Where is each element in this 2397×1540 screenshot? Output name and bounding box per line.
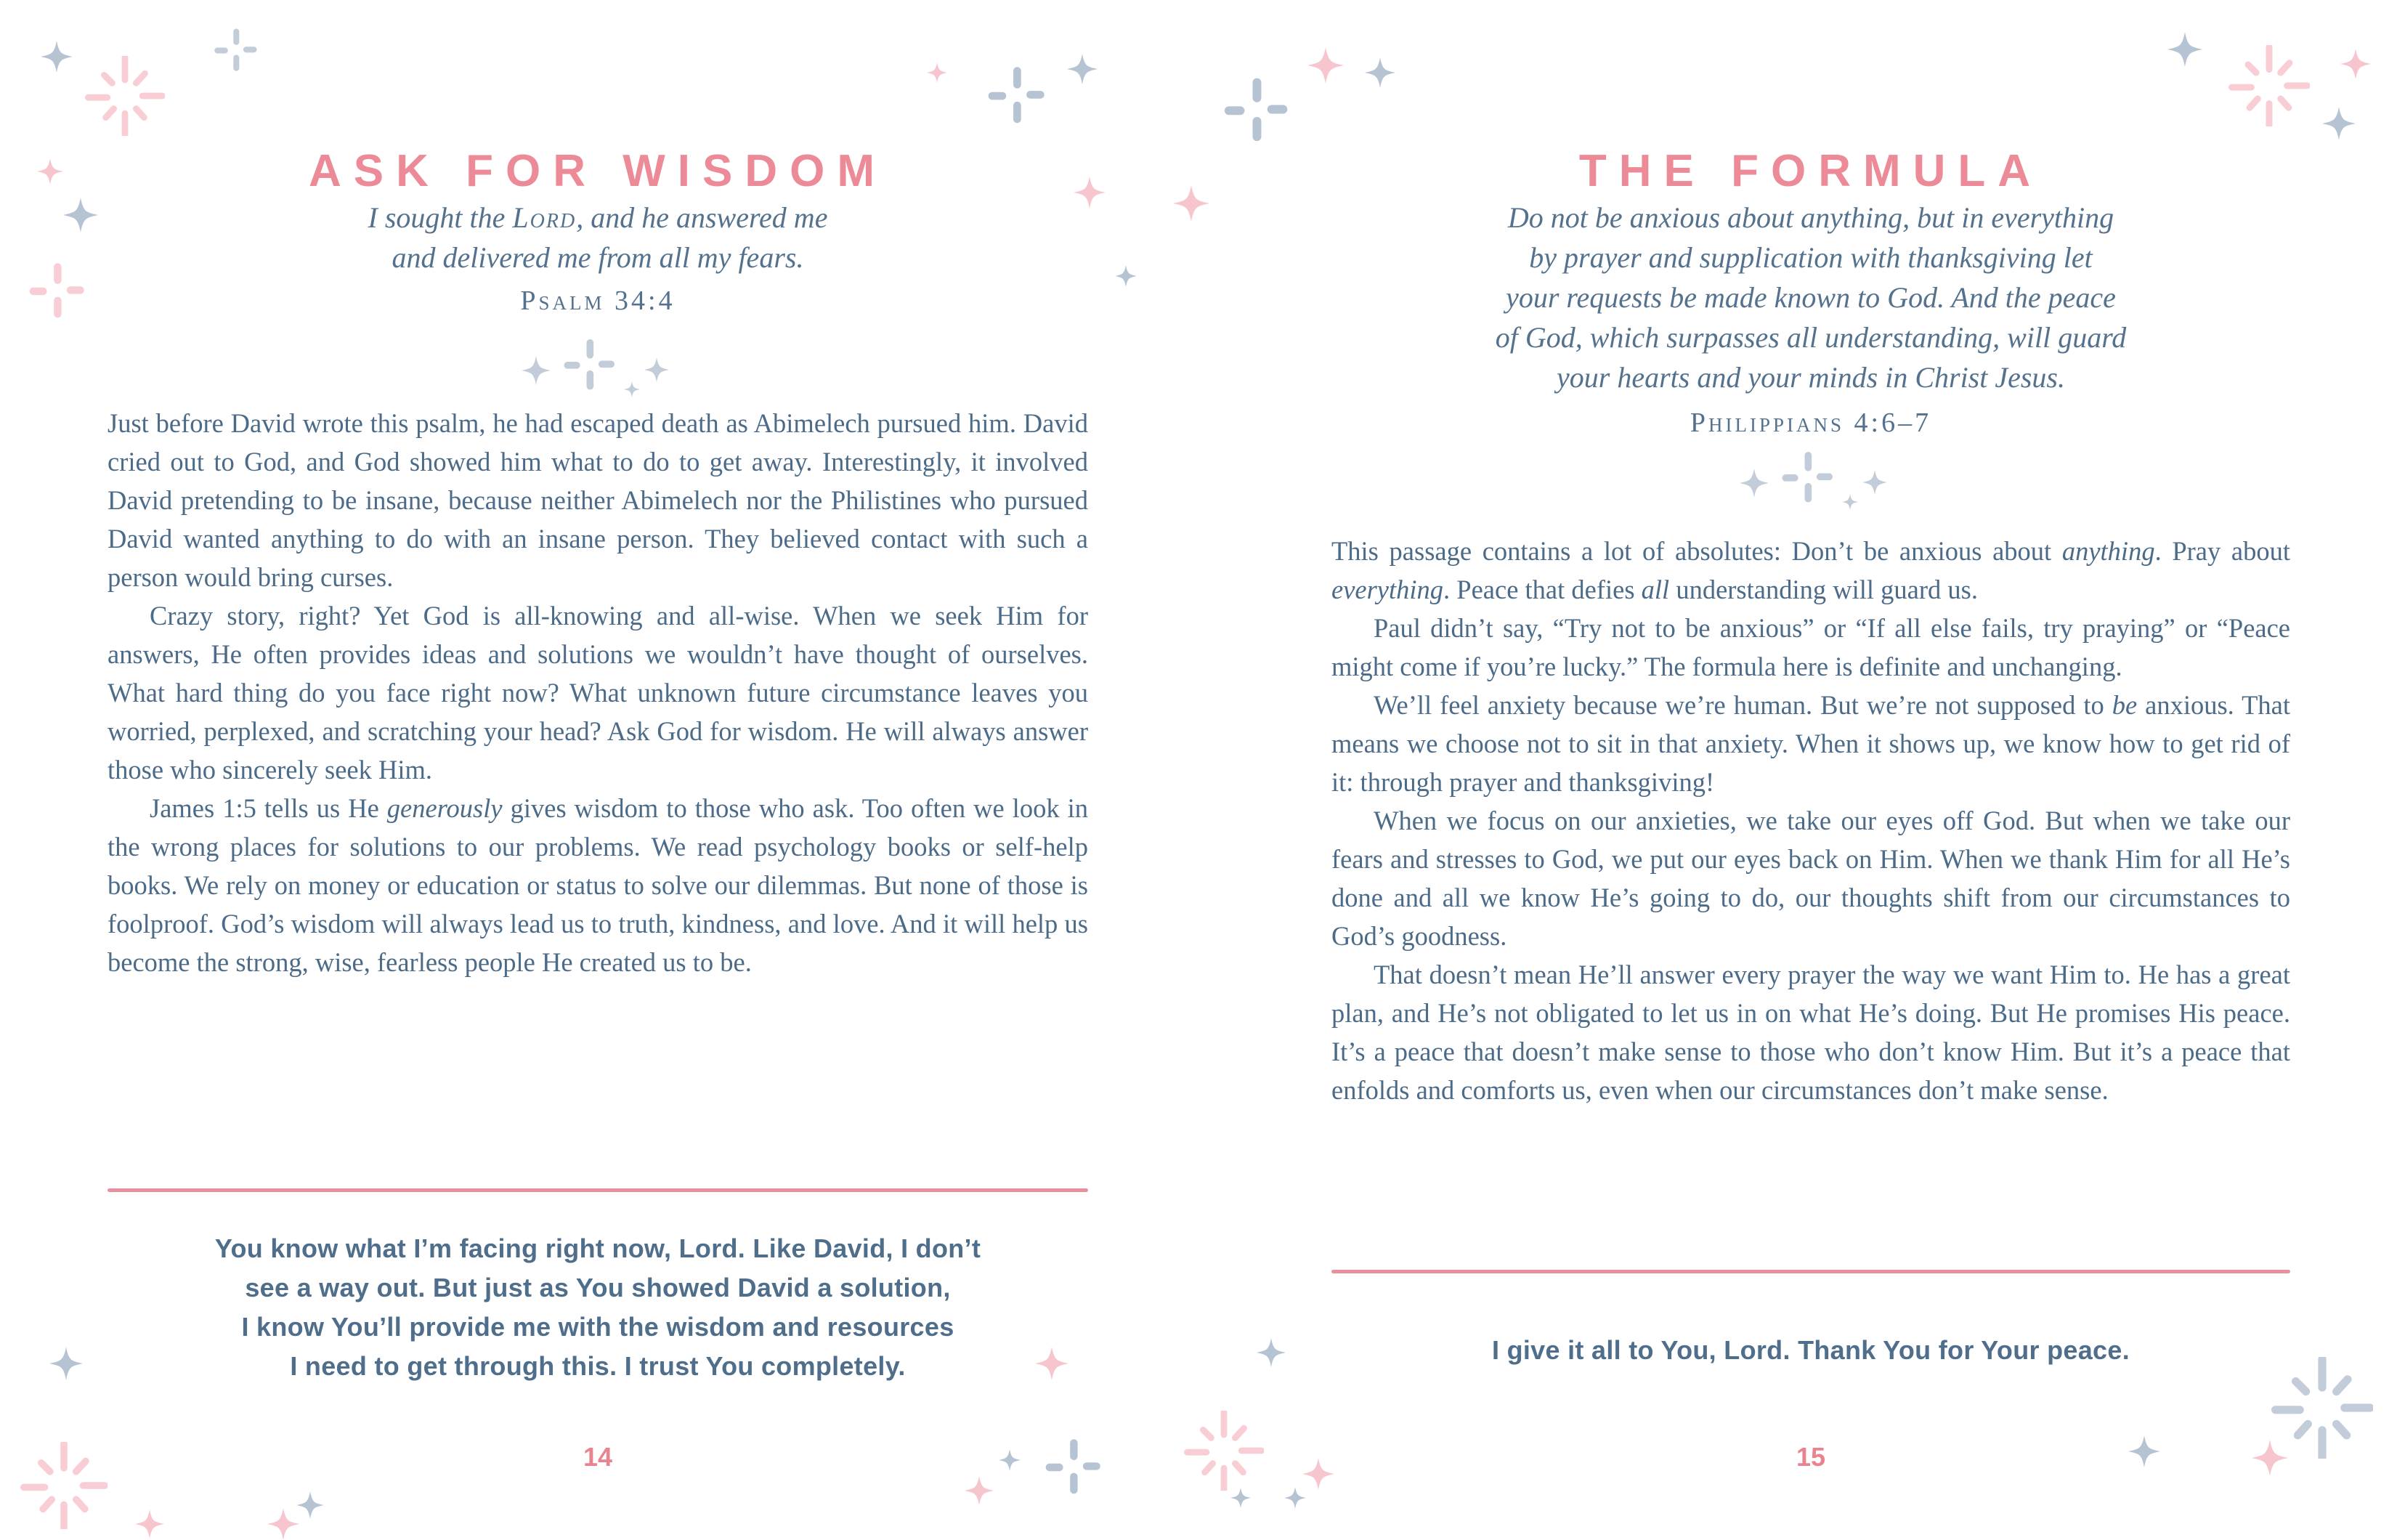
paragraph: Just before David wrote this psalm, he had escaped death as Abimelech pursued him. David cried out to God, and God showed him what to do to get away. Interestingly, it involved David pretending to be insane, because neither Abimelech nor the Philistines who pursued David wanted anything to do with an insane person. They believed contact with such a person would bring curses. xyxy=(108,408,1088,592)
verse-line: Do not be anxious about anything, but in everything xyxy=(1507,201,2114,234)
divider-rule xyxy=(1331,1270,2290,1273)
paragraph: That doesn’t mean He’ll answer every prayer the way we want Him to. He has a great plan, and He’s not obligated to let us in on what He’s doing. But He promises His peace. It’s a peace that doesn’t make sense to those who don’t know Him. But it’s a peace that enfolds and comforts us, even when our circumstances don’t make sense. xyxy=(1331,960,2290,1105)
italic-word: be xyxy=(2112,690,2138,720)
paragraph: James 1:5 tells us He generously gives wisdom to those who ask. Too often we look in the wrong places for solutions to our problems. We read psychology books or self-help books. We rely on money or education or status to solve our dilemmas. But none of those is foolproof. God’s wisdom will always lead us to truth, kindness, and love. And it will help us become the strong, wise, fearless people He created us to be. xyxy=(108,793,1088,977)
sparkle-star-icon xyxy=(37,158,63,185)
sparkle-star-icon xyxy=(2340,49,2371,79)
sparkle-star-icon xyxy=(1284,1487,1306,1509)
paragraph: When we focus on our anxieties, we take our eyes off God. But when we take our fears and stresses to God, we put our eyes back on Him. When we thank Him for all He’s done and all we know He’s going to do, our thoughts shift from our circumstances to God’s goodness. xyxy=(1331,806,2290,951)
sparkle-cross-icon xyxy=(28,261,86,319)
page-left xyxy=(108,0,1088,1525)
page-right xyxy=(1331,0,2290,1525)
paragraph: Crazy story, right? Yet God is all-knowing and all-wise. When we seek Him for answers, He often provides ideas and solutions we wouldn’t have thought of ourselves. What hard thing do you face right now? What unknown future circumstance leaves you worried, perplexed, and scratching your head? Ask God for wisdom. He will always answer those who sincerely seek Him. xyxy=(108,601,1088,785)
sparkle-star-icon xyxy=(1230,1488,1251,1508)
verse-text xyxy=(1331,198,2290,397)
verse-reference: Psalm 34:4 xyxy=(520,285,676,316)
paragraph: Paul didn’t say, “Try not to be anxious” or “If all else fails, try praying” or “Peace might come if you’re lucky.” The formula here is definite and unchanging. xyxy=(1331,613,2290,681)
italic-word: anything xyxy=(2061,536,2155,566)
page-number: 14 xyxy=(583,1442,613,1472)
sparkle-star-icon xyxy=(49,1347,83,1380)
divider-rule xyxy=(108,1188,1088,1192)
italic-word: generously xyxy=(386,793,503,823)
sparkle-burst-icon xyxy=(20,1442,108,1529)
page-number: 15 xyxy=(1796,1442,1826,1472)
page-title: ASK FOR WISDOM xyxy=(309,145,887,196)
sparkle-star-icon xyxy=(1257,1338,1286,1367)
prayer-text: You know what I’m facing right now, Lord. Like David, I don’t see a way out. But just as You showed David a solution, I know You’ll provide me with the wisdom and resources I need to get through this. I trust You completely. xyxy=(214,1233,981,1381)
paragraph: This passage contains a lot of absolutes: Don’t be anxious about anything. Pray about everything. Peace that defies all understanding will guard us. xyxy=(1331,536,2290,604)
page-title: THE FORMULA xyxy=(1578,145,2043,196)
sparkle-star-icon xyxy=(1173,185,1209,222)
prayer-text: I give it all to You, Lord. Thank You for Your peace. xyxy=(1491,1335,2130,1365)
sparkle-star-icon xyxy=(1302,1458,1334,1490)
sparkle-star-icon xyxy=(2322,107,2356,140)
verse-reference: Philippians 4:6–7 xyxy=(1690,408,1932,438)
sparkle-star-icon xyxy=(1115,265,1137,287)
verse-line: your requests be made known to God. And the peace xyxy=(1506,281,2116,314)
verse-line: of God, which surpasses all understanding, will guard xyxy=(1495,321,2127,354)
verse-line: I sought the Lord, and he answered me xyxy=(368,201,828,234)
sparkle-cross-icon xyxy=(1223,76,1290,142)
verse-line: by prayer and supplication with thanksgiving let xyxy=(1529,241,2093,274)
sparkle-star-icon xyxy=(41,41,73,73)
verse-line: and delivered me from all my fears. xyxy=(392,241,804,274)
italic-word: everything xyxy=(1331,575,1444,604)
devotional-body xyxy=(1331,532,2290,1109)
devotional-body xyxy=(108,404,1088,981)
small-caps-lord: Lord xyxy=(512,201,577,234)
sparkle-burst-icon xyxy=(1184,1411,1264,1491)
italic-word: all xyxy=(1641,575,1670,604)
sparkle-star-icon xyxy=(63,198,98,232)
paragraph: We’ll feel anxiety because we’re human. But we’re not supposed to be anxious. That means we choose not to sit in that anxiety. When it shows up, we know how to get rid of it: through prayer and thanksgiving! xyxy=(1331,690,2290,797)
verse-line: your hearts and your minds in Christ Jesus. xyxy=(1557,361,2065,394)
verse-text xyxy=(108,198,1088,277)
